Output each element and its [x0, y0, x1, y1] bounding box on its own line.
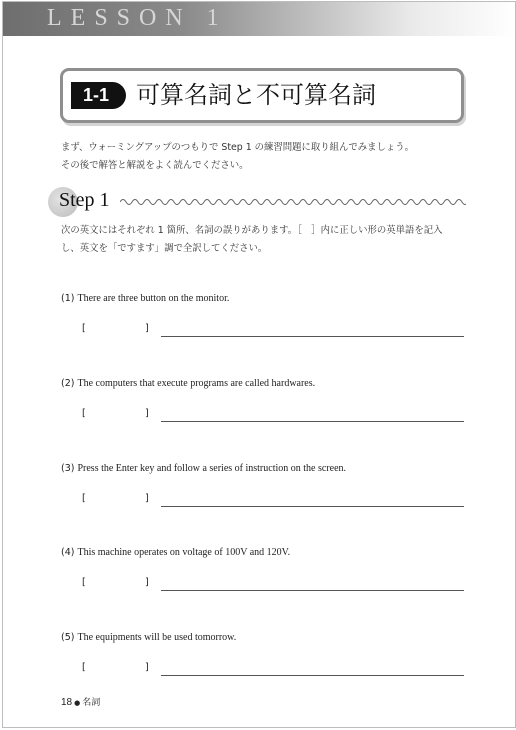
- translation-answer-line[interactable]: [161, 421, 464, 422]
- question-number: (2): [61, 378, 75, 389]
- page-footer: [61, 695, 100, 708]
- answer-bracket-open: [: [82, 662, 86, 673]
- answer-row: [61, 408, 466, 428]
- answer-bracket-close: ]: [145, 493, 149, 504]
- instruction-line: し、英文を「ですます」調で全訳してください。: [61, 243, 268, 254]
- question-sentence: [61, 378, 466, 389]
- answer-row: [61, 662, 466, 682]
- instruction-line: 次の英文にはそれぞれ 1 箇所、名詞の誤りがあります。［ ］内に正しい形の英単語を記入: [61, 225, 443, 236]
- answer-bracket-close: ]: [145, 323, 149, 334]
- answer-bracket-open: [: [82, 577, 86, 588]
- question-sentence: [61, 463, 466, 474]
- page: [2, 1, 516, 728]
- footer-separator: ●: [74, 699, 81, 707]
- question-text: This machine operates on voltage of 100V and 120V.: [77, 547, 291, 558]
- answer-row: [61, 577, 466, 597]
- question-sentence: [61, 293, 466, 304]
- answer-bracket-open: [: [82, 493, 86, 504]
- translation-answer-line[interactable]: [161, 675, 464, 676]
- translation-answer-line[interactable]: [161, 590, 464, 591]
- question-number: (5): [61, 632, 75, 643]
- question-2: [61, 378, 466, 428]
- answer-bracket-close: ]: [145, 577, 149, 588]
- question-text: Press the Enter key and follow a series of instruction on the screen.: [77, 463, 347, 474]
- footer-section: 名詞: [82, 698, 101, 708]
- answer-bracket-open: [: [82, 408, 86, 419]
- question-sentence: [61, 547, 466, 558]
- instruction-text: [61, 222, 466, 258]
- step-wave-decoration: [120, 195, 466, 207]
- page-number: 18: [61, 697, 73, 708]
- question-text: There are three button on the monitor.: [77, 293, 230, 304]
- question-sentence: [61, 632, 466, 643]
- section-title: 可算名詞と不可算名詞: [136, 81, 376, 109]
- section-title-box: [60, 68, 464, 123]
- section-number-badge: 1-1: [71, 82, 126, 109]
- question-number: (1): [61, 293, 75, 304]
- question-number: (3): [61, 463, 75, 474]
- intro-text: [61, 139, 414, 175]
- step-heading: Step 1: [59, 189, 110, 211]
- question-3: [61, 463, 466, 513]
- intro-line: まず、ウォーミングアップのつもりで Step 1 の練習問題に取り組んでみましょう。: [61, 142, 415, 153]
- answer-bracket-close: ]: [145, 662, 149, 673]
- answer-bracket-close: ]: [145, 408, 149, 419]
- question-number: (4): [61, 547, 75, 558]
- answer-row: [61, 493, 466, 513]
- lesson-label: LESSON 1: [47, 5, 228, 31]
- question-text: The computers that execute programs are called hardwares.: [77, 378, 316, 389]
- question-1: [61, 293, 466, 343]
- question-text: The equipments will be used tomorrow.: [77, 632, 237, 643]
- intro-line: その後で解答と解説をよく読んでください。: [61, 160, 249, 171]
- answer-bracket-open: [: [82, 323, 86, 334]
- question-4: [61, 547, 466, 597]
- translation-answer-line[interactable]: [161, 506, 464, 507]
- lesson-header-bar: [3, 2, 515, 36]
- translation-answer-line[interactable]: [161, 336, 464, 337]
- answer-row: [61, 323, 466, 343]
- question-5: [61, 632, 466, 682]
